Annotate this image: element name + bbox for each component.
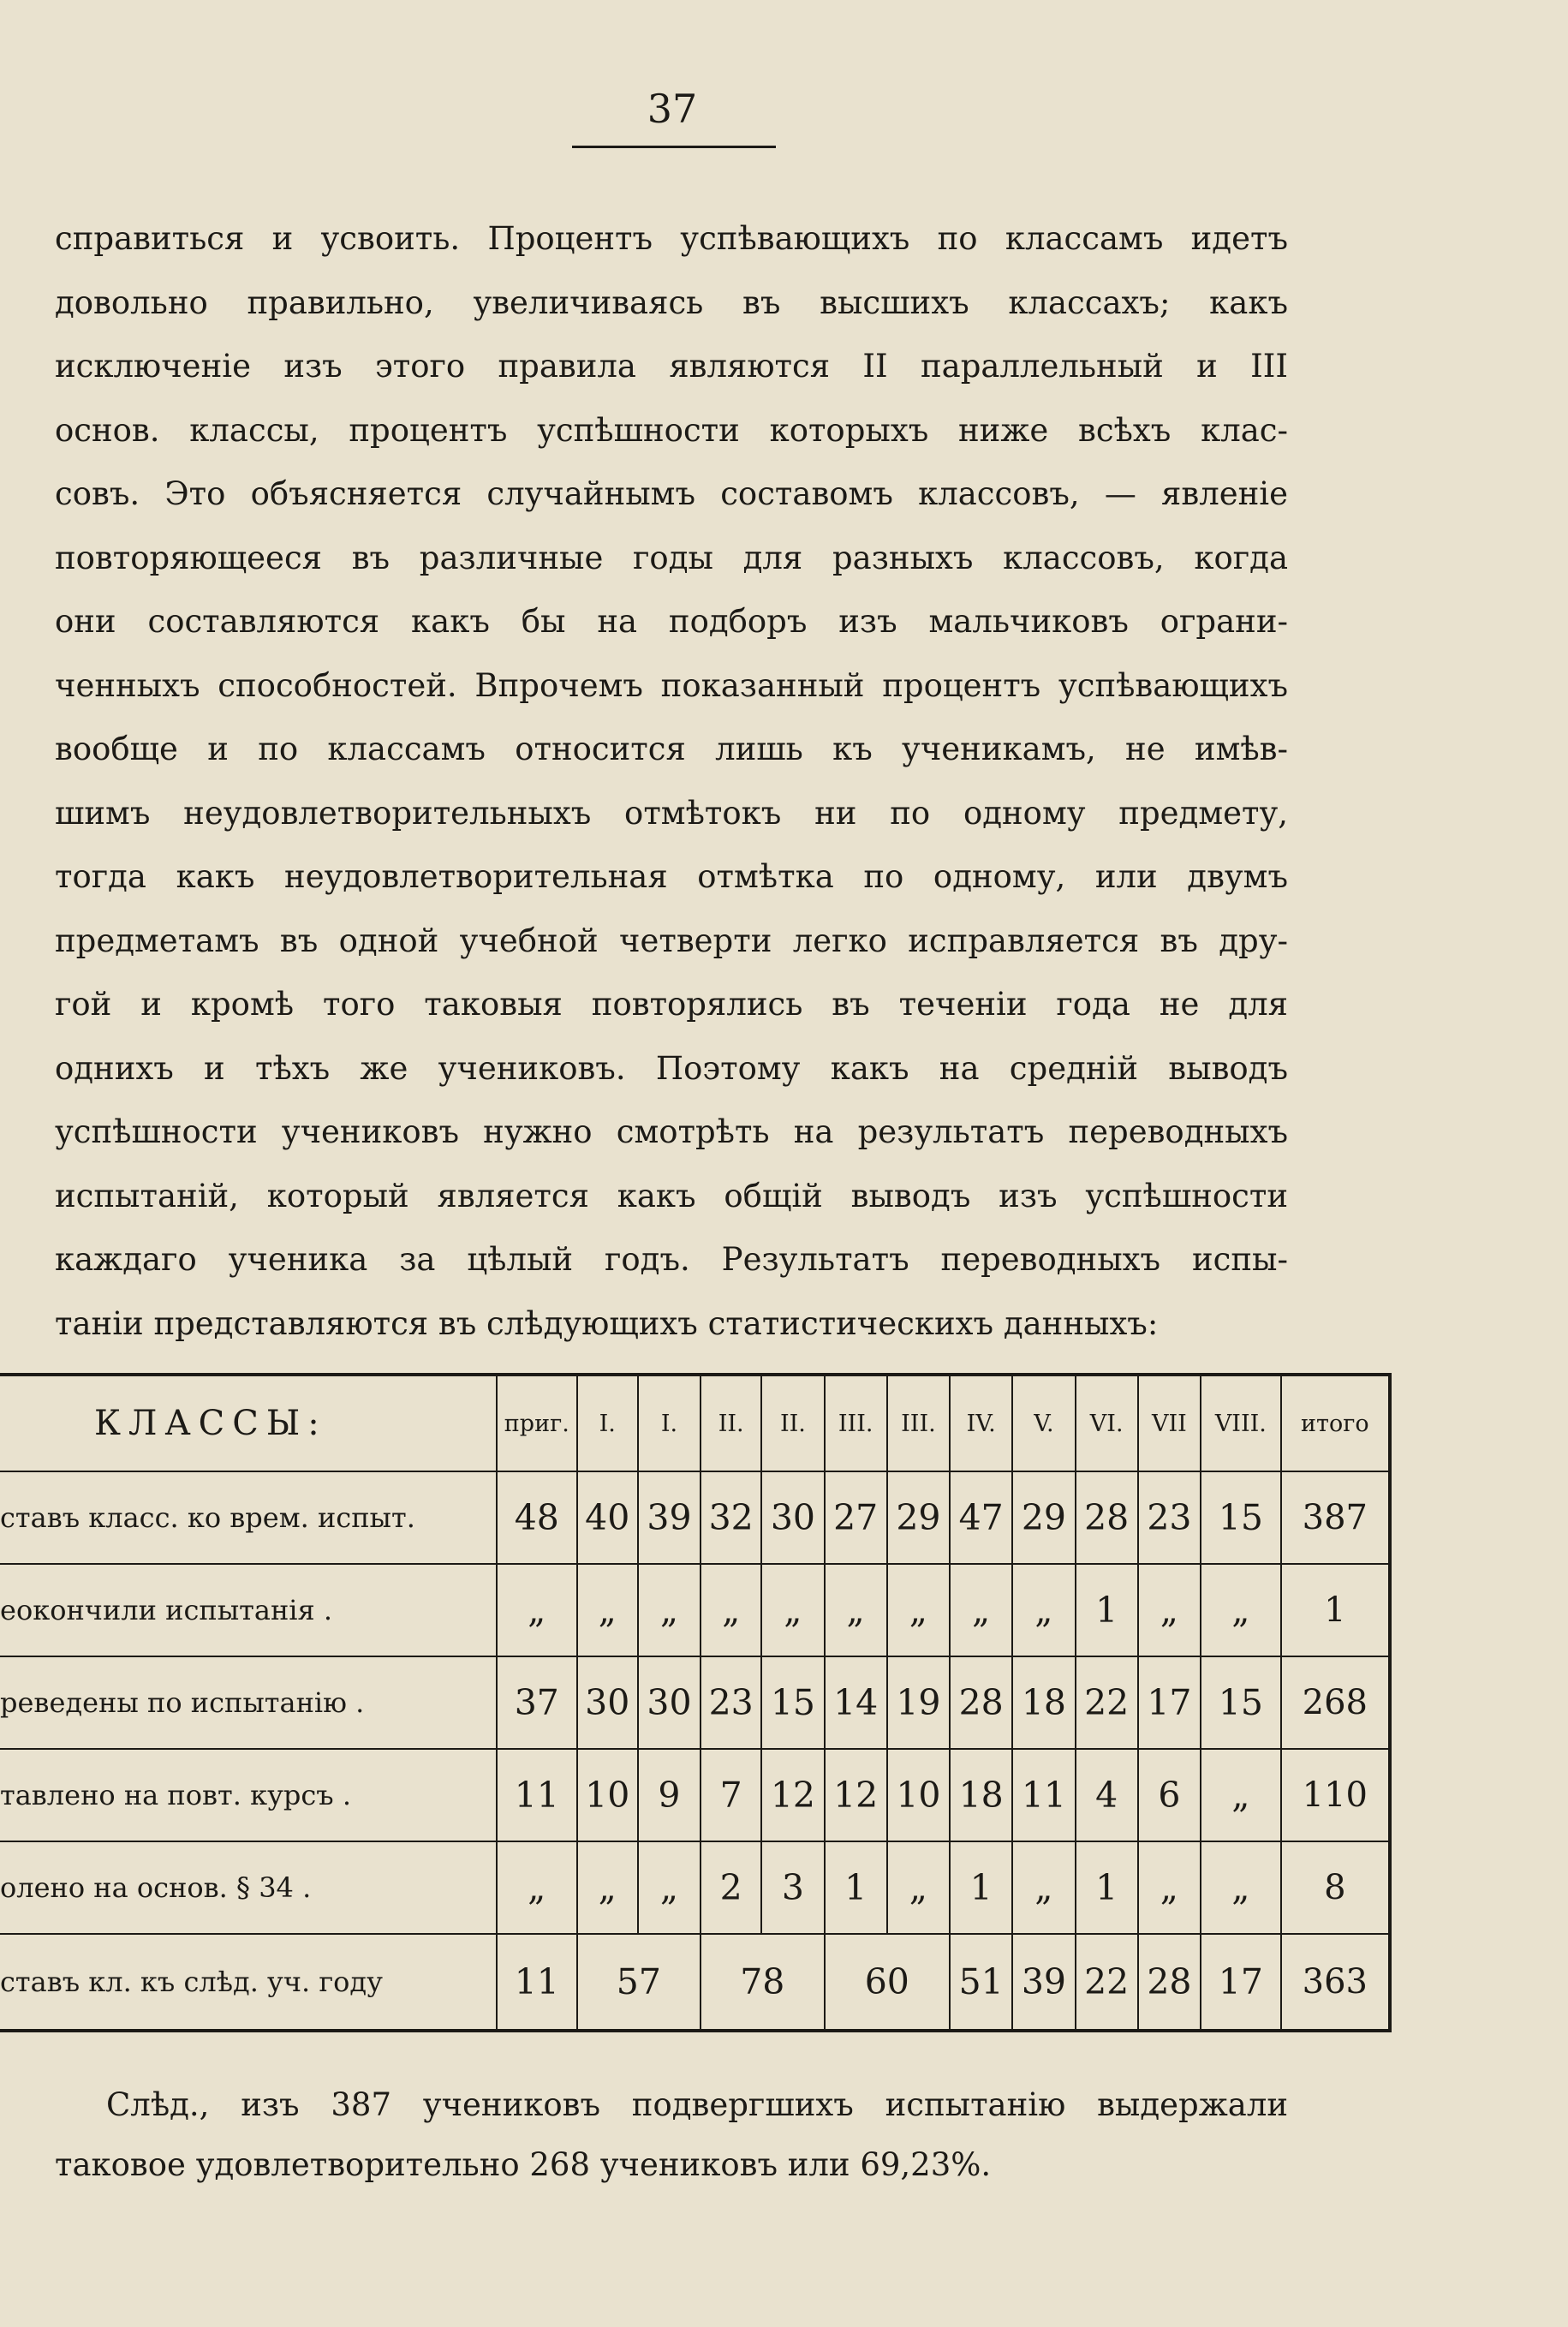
table-cell: „: [825, 1564, 887, 1656]
row-label: олено на основ. § 34 .: [0, 1841, 497, 1934]
paragraph-line: довольно правильно, увеличиваясь въ высшихъ классахъ; какъ: [55, 283, 1288, 321]
column-header: III.: [825, 1375, 887, 1471]
paragraph-line: исключеніе изъ этого правила являются II параллельный и III: [55, 348, 1288, 385]
paragraph-line: они составляются какъ бы на подборъ изъ мальчиковъ ограни-: [55, 603, 1288, 640]
table-cell: „: [761, 1564, 824, 1656]
table-cell: 4: [1076, 1749, 1138, 1841]
table-cell: „: [577, 1564, 638, 1656]
table-cell: 28: [950, 1656, 1012, 1749]
table-cell: 11: [497, 1749, 577, 1841]
column-header: II.: [701, 1375, 761, 1471]
table-cell: 29: [887, 1471, 950, 1564]
table-cell: 39: [1012, 1934, 1075, 2031]
stats-table: [0, 1373, 1392, 2032]
table-cell: 18: [1012, 1656, 1075, 1749]
table-cell: 30: [761, 1471, 824, 1564]
table-cell: 17: [1138, 1656, 1201, 1749]
table-cell: 14: [825, 1656, 887, 1749]
table-cell: „: [638, 1841, 701, 1934]
table-row: [0, 1656, 1390, 1749]
header-rule: [572, 146, 776, 148]
column-header: приг.: [497, 1375, 577, 1471]
table-cell: 9: [638, 1749, 701, 1841]
row-total: 110: [1281, 1749, 1390, 1841]
table-row: [0, 1841, 1390, 1934]
table-cell: 6: [1138, 1749, 1201, 1841]
paragraph-line: успѣшности учениковъ нужно смотрѣть на результатъ переводныхъ: [55, 1113, 1288, 1150]
table-cell: „: [577, 1841, 638, 1934]
table-cell: 30: [577, 1656, 638, 1749]
paragraph-line: предметамъ въ одной учебной четверти легко исправляется въ дру-: [55, 922, 1288, 959]
table-row: [0, 1749, 1390, 1841]
table-cell: 30: [638, 1656, 701, 1749]
paragraph-line: повторяющееся въ различные годы для разныхъ классовъ, когда: [55, 539, 1288, 576]
paragraph-line: вообще и по классамъ относится лишь къ ученикамъ, не имѣв-: [55, 731, 1288, 767]
table-cell: 15: [761, 1656, 824, 1749]
table-cell: 19: [887, 1656, 950, 1749]
table-cell: „: [1201, 1749, 1281, 1841]
paragraph-line: таніи представляются въ слѣдующихъ статистическихъ данныхъ:: [55, 1304, 1159, 1342]
table-cell: 10: [887, 1749, 950, 1841]
table-cell: 1: [950, 1841, 1012, 1934]
table-title: КЛАССЫ:: [0, 1375, 497, 1471]
conclusion-paragraph: [55, 2075, 1288, 2195]
row-label: ставъ класс. ко врем. испыт.: [0, 1471, 497, 1564]
table-cell: 29: [1012, 1471, 1075, 1564]
table-cell: 1: [825, 1841, 887, 1934]
table-cell: 12: [825, 1749, 887, 1841]
table-cell: 23: [701, 1656, 761, 1749]
table-cell: „: [1138, 1841, 1201, 1934]
table-cell: 2: [701, 1841, 761, 1934]
table-cell: 57: [577, 1934, 701, 2031]
row-label: еокончили испытанія .: [0, 1564, 497, 1656]
table-cell: 15: [1201, 1471, 1281, 1564]
table-cell: 40: [577, 1471, 638, 1564]
table-cell: „: [701, 1564, 761, 1656]
table-cell: 10: [577, 1749, 638, 1841]
table-cell: 23: [1138, 1471, 1201, 1564]
paragraph-line: справиться и усвоить. Процентъ успѣвающихъ по классамъ идетъ: [55, 220, 1288, 257]
column-header: IV.: [950, 1375, 1012, 1471]
table-cell: 60: [825, 1934, 951, 2031]
table-cell: 78: [701, 1934, 824, 2031]
table-cell: „: [887, 1841, 950, 1934]
row-total: 1: [1281, 1564, 1390, 1656]
table-cell: 48: [497, 1471, 577, 1564]
table-cell: 37: [497, 1656, 577, 1749]
table-cell: 47: [950, 1471, 1012, 1564]
paragraph-line: каждаго ученика за цѣлый годъ. Результатъ переводныхъ испы-: [55, 1241, 1288, 1278]
table-cell: „: [950, 1564, 1012, 1656]
column-header: VI.: [1076, 1375, 1138, 1471]
paragraph-line: гой и кромѣ того таковыя повторялись въ теченіи года не для: [55, 986, 1288, 1023]
table-cell: 15: [1201, 1656, 1281, 1749]
table-cell: 3: [761, 1841, 824, 1934]
body-paragraph: [55, 207, 1288, 1356]
paragraph-line: совъ. Это объясняется случайнымъ составомъ классовъ, — явленіе: [55, 475, 1288, 512]
table-cell: 28: [1138, 1934, 1201, 2031]
table-header-row: [0, 1375, 1390, 1471]
table-cell: „: [497, 1564, 577, 1656]
table-cell: 51: [950, 1934, 1012, 2031]
table-cell: 28: [1076, 1471, 1138, 1564]
table-cell: „: [1138, 1564, 1201, 1656]
table-cell: 39: [638, 1471, 701, 1564]
column-header: VIII.: [1201, 1375, 1281, 1471]
table-cell: 18: [950, 1749, 1012, 1841]
table-row: [0, 1934, 1390, 2031]
row-label: тавлено на повт. курсъ .: [0, 1749, 497, 1841]
paragraph-line: ченныхъ способностей. Впрочемъ показанный процентъ успѣвающихъ: [55, 666, 1288, 704]
table-cell: „: [1012, 1564, 1075, 1656]
column-header: I.: [638, 1375, 701, 1471]
table-cell: „: [1201, 1564, 1281, 1656]
table-cell: „: [1201, 1841, 1281, 1934]
conclusion-line: Слѣд., изъ 387 учениковъ подвергшихъ испытанію выдержали: [106, 2086, 1288, 2123]
column-header: VII: [1138, 1375, 1201, 1471]
table-cell: „: [1012, 1841, 1075, 1934]
column-header: I.: [577, 1375, 638, 1471]
table-cell: 1: [1076, 1841, 1138, 1934]
column-header: итого: [1281, 1375, 1390, 1471]
table-row: [0, 1471, 1390, 1564]
table-cell: 22: [1076, 1934, 1138, 2031]
table-cell: 32: [701, 1471, 761, 1564]
table-cell: 17: [1201, 1934, 1281, 2031]
table-cell: „: [497, 1841, 577, 1934]
table-cell: „: [887, 1564, 950, 1656]
table-cell: 12: [761, 1749, 824, 1841]
paragraph-line: испытаній, который является какъ общій выводъ изъ успѣшности: [55, 1177, 1288, 1214]
table-row: [0, 1564, 1390, 1656]
row-label: реведены по испытанію .: [0, 1656, 497, 1749]
table-cell: „: [638, 1564, 701, 1656]
column-header: II.: [761, 1375, 824, 1471]
table-cell: 27: [825, 1471, 887, 1564]
paragraph-line: основ. классы, процентъ успѣшности которыхъ ниже всѣхъ клас-: [55, 411, 1288, 449]
paragraph-line: шимъ неудовлетворительныхъ отмѣтокъ ни по одному предмету,: [55, 794, 1288, 832]
stats-table-wrap: [0, 1373, 1392, 2032]
row-total: 363: [1281, 1934, 1390, 2031]
table-cell: 22: [1076, 1656, 1138, 1749]
column-header: III.: [887, 1375, 950, 1471]
table-cell: 7: [701, 1749, 761, 1841]
row-total: 268: [1281, 1656, 1390, 1749]
table-cell: 11: [1012, 1749, 1075, 1841]
row-total: 8: [1281, 1841, 1390, 1934]
paragraph-line: тогда какъ неудовлетворительная отмѣтка по одному, или двумъ: [55, 858, 1288, 895]
table-cell: 1: [1076, 1564, 1138, 1656]
row-total: 387: [1281, 1471, 1390, 1564]
column-header: V.: [1012, 1375, 1075, 1471]
page-number: 37: [647, 86, 698, 132]
row-label: ставъ кл. къ слѣд. уч. году: [0, 1934, 497, 2031]
table-cell: 11: [497, 1934, 577, 2031]
paragraph-line: однихъ и тѣхъ же учениковъ. Поэтому какъ на средній выводъ: [55, 1049, 1288, 1087]
conclusion-line: таковое удовлетворительно 268 учениковъ или 69,23%.: [55, 2146, 992, 2183]
